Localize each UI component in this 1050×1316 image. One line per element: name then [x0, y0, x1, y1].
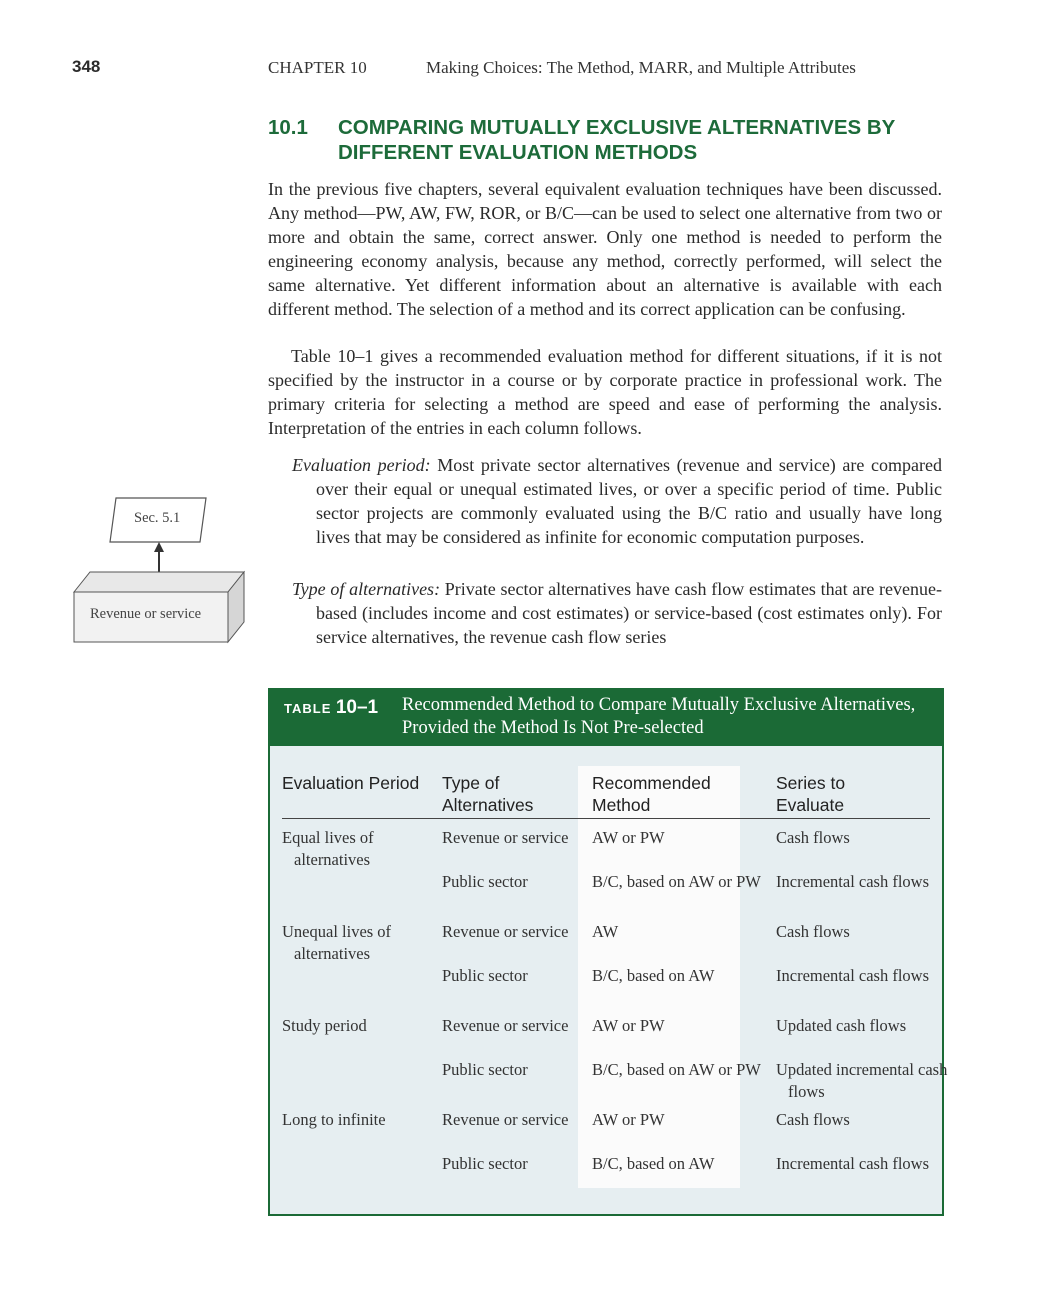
entry-term: Evaluation period: [292, 455, 431, 475]
running-head-chapter: CHAPTER 10 [268, 58, 367, 77]
entry-text: Private sector alternatives have cash flow estimates that are revenue-based (includes income and cost estimates) or service-based (cost estimates only). For service alternatives, the revenue cash flow series [316, 579, 942, 647]
table-header-bar [270, 690, 942, 746]
paragraph: In the previous five chapters, several equivalent evaluation techniques have been discussed. Any method—PW, AW, FW, ROR, or B/C—can be used to select one alternative from two or more and obtain the same, correct answer. Only one method is needed to perform the engineering economy analysis, because any method, correctly performed, will select the same alternative. Yet different information about an alternative is available with each different method. The selection of a method and its correct application can be confusing. [268, 179, 942, 319]
table-label-number: 10–1 [335, 697, 379, 718]
column-header-type: Type of Alternatives [442, 773, 534, 815]
cell-method: B/C, based on AW or PW [592, 1060, 761, 1079]
section-title: COMPARING MUTUALLY EXCLUSIVE ALTERNATIVES BY DIFFERENT EVALUATION METHODS [338, 116, 895, 164]
table-title: Recommended Method to Compare Mutually Exclusive Alternatives, Provided the Method Is Not Pre-selected [402, 695, 916, 738]
paragraph: Table 10–1 gives a recommended evaluation method for different situations, if it is not specified by the instructor in a course or by corporate practice in professional work. The primary criteria for selecting a method are speed and ease of performing the analysis. Interpretation of the entries in each column follows. [268, 346, 942, 438]
running-head-title: Making Choices: The Method, MARR, and Multiple Attributes [426, 58, 856, 77]
cell-period: Unequal lives of alternatives [282, 922, 392, 963]
entry-term: Type of alternatives: [292, 579, 441, 599]
cell-type: Public sector [442, 1060, 528, 1079]
cell-type: Revenue or service [442, 922, 569, 941]
cell-type: Public sector [442, 1154, 528, 1173]
cell-period: Long to infinite [282, 1110, 386, 1129]
cell-series: Cash flows [776, 828, 850, 847]
table-label-prefix: TABLE [284, 701, 332, 716]
cell-method: AW or PW [592, 1016, 665, 1035]
entry-text: Most private sector alternatives (revenue and service) are compared over their equal or unequal estimated lives, or over a specific period of time. Public sector projects are commonly evaluated using the B/C ratio and usually have long lives that may be considered as infinite for economic computation purposes. [316, 455, 942, 547]
margin-box-label: Revenue or service [90, 606, 202, 622]
cell-method: B/C, based on AW or PW [592, 872, 761, 891]
cell-series: Cash flows [776, 922, 850, 941]
cell-type: Revenue or service [442, 1110, 569, 1129]
cell-type: Public sector [442, 966, 528, 985]
cell-type: Revenue or service [442, 1016, 569, 1035]
cell-period: Study period [282, 1016, 367, 1035]
column-header-method: Recommended Method [592, 773, 711, 815]
cell-series: Updated incremental cash flows [776, 1060, 948, 1101]
cell-series: Incremental cash flows [776, 1154, 930, 1173]
table-10-1 [268, 688, 948, 1216]
column-header-period: Evaluation Period [282, 773, 420, 793]
cell-series: Incremental cash flows [776, 872, 930, 891]
cell-method: AW or PW [592, 1110, 665, 1129]
column-header-series: Series to Evaluate [776, 773, 846, 815]
entry-evaluation-period [292, 453, 942, 549]
cell-series: Cash flows [776, 1110, 850, 1129]
cell-series: Updated cash flows [776, 1016, 907, 1035]
cell-type: Public sector [442, 872, 528, 891]
header-rule [282, 818, 930, 819]
margin-ref-label: Sec. 5.1 [134, 510, 181, 526]
page-number: 348 [72, 57, 101, 76]
margin-cross-reference [72, 496, 247, 646]
table-label [284, 697, 378, 719]
cell-method: AW [592, 922, 619, 941]
cell-type: Revenue or service [442, 828, 569, 847]
entry-type-of-alternatives [292, 577, 942, 649]
cell-period: Equal lives of alternatives [282, 828, 374, 869]
cell-series: Incremental cash flows [776, 966, 930, 985]
section-number: 10.1 [268, 116, 308, 139]
cell-method: B/C, based on AW [592, 1154, 715, 1173]
cell-method: B/C, based on AW [592, 966, 715, 985]
cell-method: AW or PW [592, 828, 665, 847]
